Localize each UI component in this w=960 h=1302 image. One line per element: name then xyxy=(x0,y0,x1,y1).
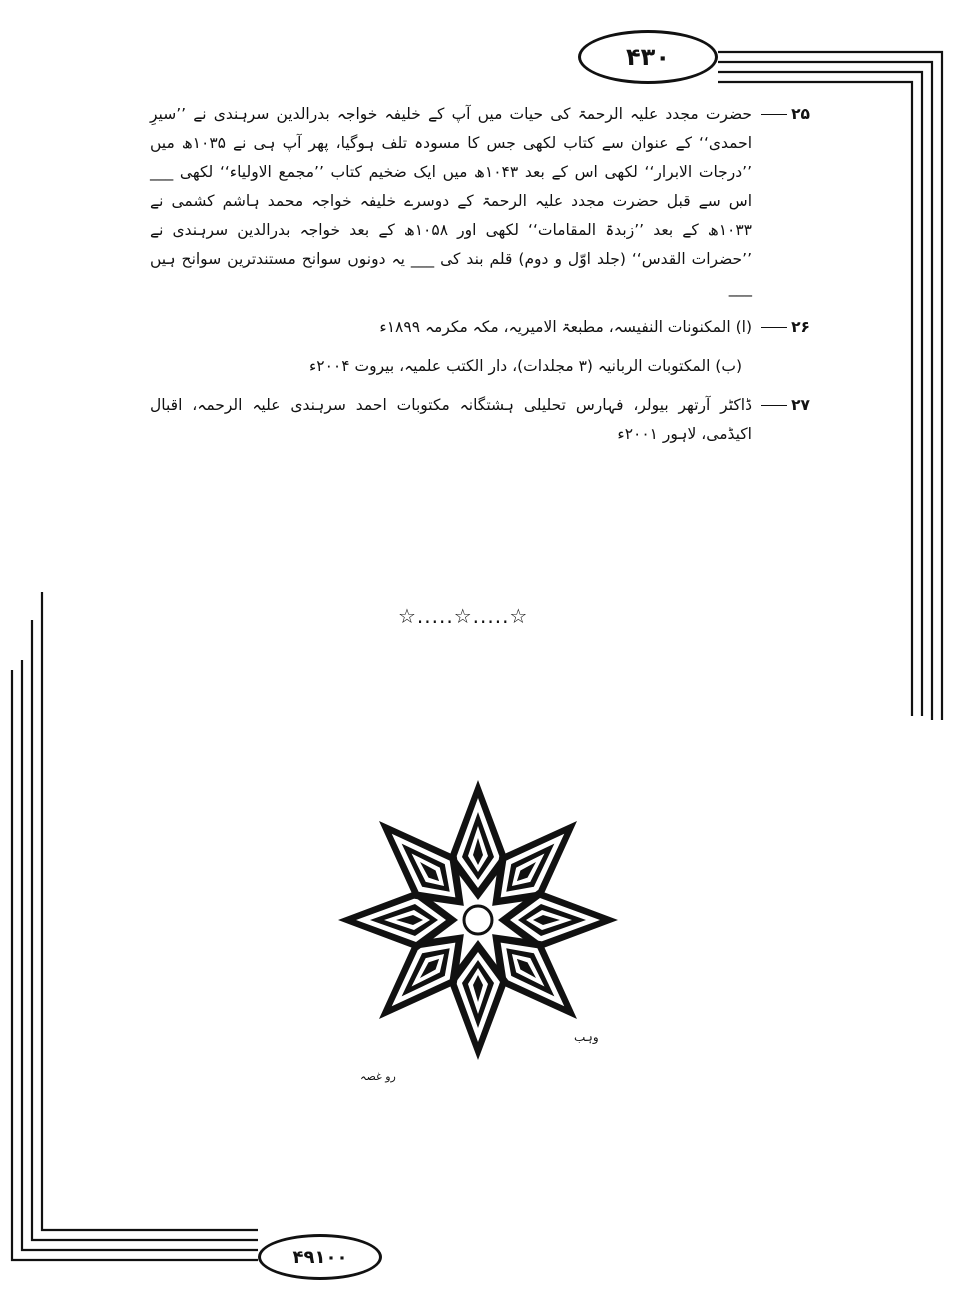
ornament-marginal-note: رو غصہ xyxy=(360,1070,396,1083)
ornament-marginal-note: وہب xyxy=(574,1030,599,1044)
note-number: ۲۵ xyxy=(791,105,810,123)
note-25 xyxy=(150,100,810,303)
note-26 xyxy=(150,313,810,342)
star-ornament-icon xyxy=(328,770,628,1070)
note-text: ڈاکٹر آرتھر بیولر، فہارس تحلیلی ہشتگانہ مکتوبات احمد سرہندی علیہ الرحمہ، اقبال اکیڈمی، لاہور ۲۰۰۱ء xyxy=(150,396,752,443)
section-divider: ☆.....☆.....☆ xyxy=(398,604,529,628)
page-number-top: ۴۳۰ xyxy=(578,30,718,84)
note-text: حضرت مجدد علیہ الرحمۃ کی حیات میں آپ کے خلیفہ خواجہ بدرالدین سرہندی نے ’’سیرِ احمدی‘‘ کے عنوان سے کتاب لکھی جس کا مسودہ تلف ہوگیا، پھر آپ ہی نے ۱۰۳۵ھ میں ’’درجات الابرار‘‘ لکھی اس کے بعد ۱۰۴۳ھ میں ایک ضخیم کتاب ’’مجمع الاولیاء‘‘ لکھی ___ اس سے قبل حضرت مجدد علیہ الرحمۃ کے دوسرے خلیفہ خواجہ محمد ہاشم کشمی نے ۱۰۳۳ھ کے بعد ’’زبدۃ المقامات‘‘ لکھی اور ۱۰۵۸ھ کے بعد خواجہ بدرالدین سرہندی نے ’’حضرات القدس‘‘ (جلد اوّل و دوم) قلم بند کی ___ یہ دونوں سوانح مستندترین سوانح ہیں ___ xyxy=(150,105,753,297)
note-27 xyxy=(150,391,810,449)
note-number: ۲۷ xyxy=(791,396,810,414)
endnotes xyxy=(150,100,810,459)
page-number-bottom: ۴۹۱۰۰ xyxy=(258,1234,382,1280)
note-number: ۲۶ xyxy=(791,318,810,336)
note-text: (ا) المکنونات النفیسہ، مطبعۃ الامیریہ، مکہ مکرمہ ۱۸۹۹ء xyxy=(379,318,752,336)
note-26-b: (ب) المکتوبات الربانیہ (۳ مجلدات)، دار الکتب علمیہ، بیروت ۲۰۰۴ء xyxy=(308,357,742,375)
